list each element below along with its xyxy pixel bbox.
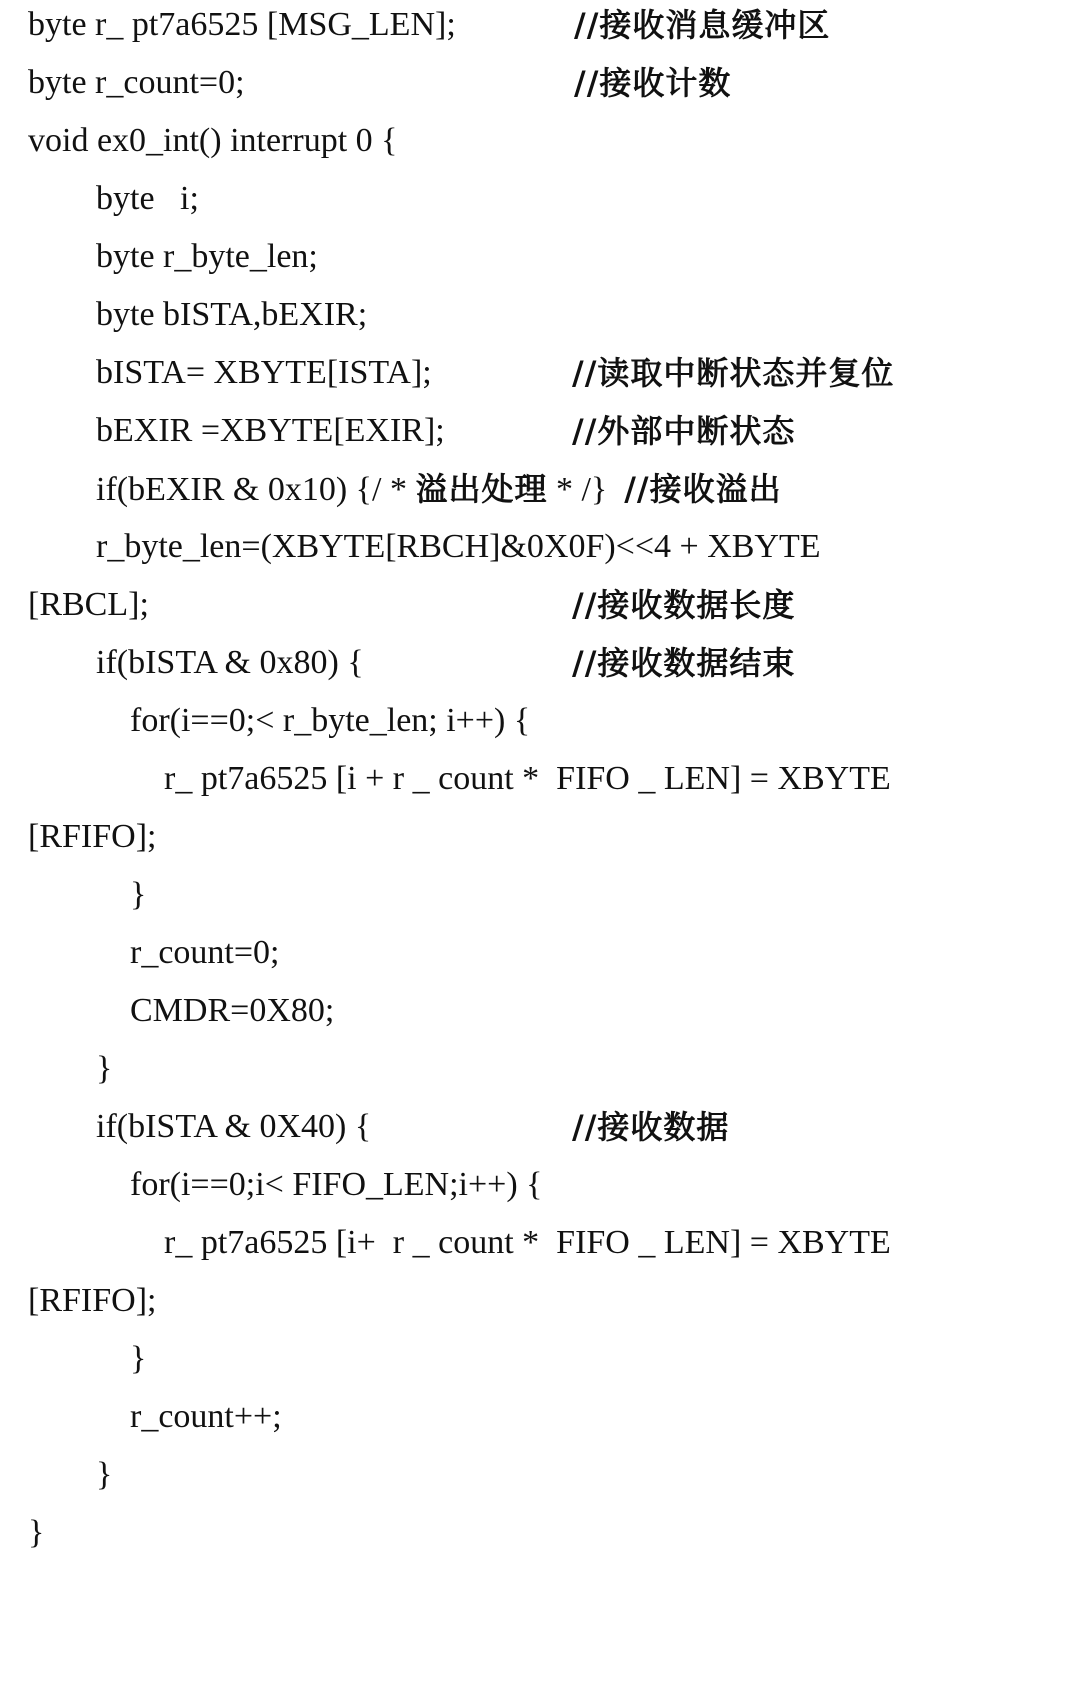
code-line-3 bbox=[0, 110, 1066, 172]
code-line-6 bbox=[0, 284, 1066, 346]
code-line-21 bbox=[0, 1154, 1066, 1216]
code-text: byte r_ pt7a6525 [MSG_LEN]; bbox=[28, 6, 456, 43]
code-comment: //接收数据 bbox=[572, 1108, 730, 1146]
code-text: bISTA= XBYTE[ISTA]; bbox=[96, 354, 432, 391]
code-line-7 bbox=[0, 342, 1066, 404]
code-line-15 bbox=[0, 806, 1066, 868]
code-text: void ex0_int() interrupt 0 { bbox=[28, 122, 398, 159]
code-line-8 bbox=[0, 400, 1066, 462]
code-line-9 bbox=[0, 458, 1066, 520]
code-text: } bbox=[96, 1456, 113, 1493]
code-line-5 bbox=[0, 226, 1066, 288]
code-line-2 bbox=[0, 52, 1066, 114]
code-line-10 bbox=[0, 516, 1066, 578]
code-line-11 bbox=[0, 574, 1066, 636]
code-text: byte i; bbox=[96, 180, 199, 217]
code-line-22 bbox=[0, 1212, 1066, 1274]
code-text: r_count=0; bbox=[130, 934, 280, 971]
code-text: [RFIFO]; bbox=[28, 1282, 157, 1319]
code-line-24 bbox=[0, 1328, 1066, 1390]
code-text: for(i==0;i< FIFO_LEN;i++) { bbox=[130, 1166, 543, 1203]
code-line-23 bbox=[0, 1270, 1066, 1332]
code-text: bEXIR =XBYTE[EXIR]; bbox=[96, 412, 445, 449]
code-line-16 bbox=[0, 864, 1066, 926]
code-comment: //接收数据结束 bbox=[572, 644, 796, 682]
code-line-17 bbox=[0, 922, 1066, 984]
code-text-tail: * /} bbox=[547, 471, 625, 508]
code-line-13 bbox=[0, 690, 1066, 752]
code-comment: //读取中断状态并复位 bbox=[572, 354, 895, 392]
code-text: r_byte_len=(XBYTE[RBCH]&0X0F)<<4 + XBYTE bbox=[96, 528, 821, 565]
code-line-27 bbox=[0, 1502, 1066, 1564]
code-text: r_ pt7a6525 [i + r _ count * FIFO _ LEN] = XBYTE bbox=[164, 760, 891, 797]
code-text: [RBCL]; bbox=[28, 586, 149, 623]
code-text: r_ pt7a6525 [i+ r _ count * FIFO _ LEN] = XBYTE bbox=[164, 1224, 891, 1261]
code-text: } bbox=[96, 1050, 113, 1087]
code-comment: //外部中断状态 bbox=[572, 412, 796, 450]
code-text: CMDR=0X80; bbox=[130, 992, 335, 1029]
code-text bbox=[96, 458, 782, 521]
inline-comment: 溢出处理 bbox=[415, 470, 548, 508]
code-text: r_count++; bbox=[130, 1398, 282, 1435]
code-text: byte r_byte_len; bbox=[96, 238, 318, 275]
code-line-14 bbox=[0, 748, 1066, 810]
code-text: byte bISTA,bEXIR; bbox=[96, 296, 368, 333]
code-text: } bbox=[28, 1514, 45, 1551]
code-line-25 bbox=[0, 1386, 1066, 1448]
code-line-20 bbox=[0, 1096, 1066, 1158]
code-line-19 bbox=[0, 1038, 1066, 1100]
code-text: for(i==0;< r_byte_len; i++) { bbox=[130, 702, 531, 739]
code-line-12 bbox=[0, 632, 1066, 694]
code-comment: //接收消息缓冲区 bbox=[574, 6, 831, 44]
code-comment: //接收计数 bbox=[574, 64, 732, 102]
code-text-head: if(bEXIR & 0x10) {/ * bbox=[96, 471, 416, 508]
code-text: } bbox=[130, 1340, 147, 1377]
code-text: } bbox=[130, 876, 147, 913]
code-comment: //接收数据长度 bbox=[572, 586, 796, 624]
code-line-4 bbox=[0, 168, 1066, 230]
code-text: if(bISTA & 0X40) { bbox=[96, 1108, 372, 1145]
code-line-1 bbox=[0, 0, 1066, 56]
code-text: byte r_count=0; bbox=[28, 64, 245, 101]
code-line-26 bbox=[0, 1444, 1066, 1506]
code-text: if(bISTA & 0x80) { bbox=[96, 644, 364, 681]
code-text: [RFIFO]; bbox=[28, 818, 157, 855]
code-line-18 bbox=[0, 980, 1066, 1042]
code-comment: //接收溢出 bbox=[624, 470, 782, 508]
